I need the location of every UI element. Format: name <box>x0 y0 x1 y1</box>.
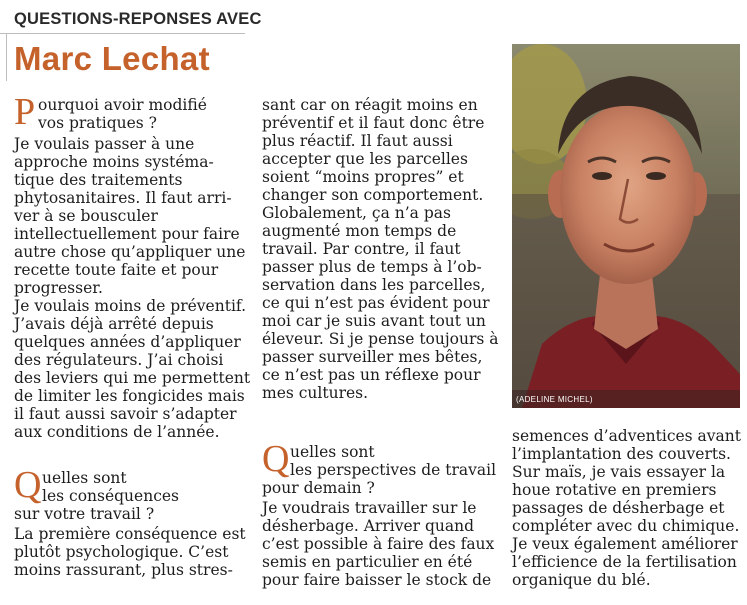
answer-line: Globalement, ça n’a pas <box>262 204 451 222</box>
answer-line: l’implantation des couverts. <box>512 445 731 463</box>
question-2-line: uelles sont <box>42 469 127 487</box>
dropcap-q1: P <box>14 91 36 133</box>
answer-line: compléter avec du chimique. <box>512 517 740 535</box>
answer-line: plus réactif. Il faut aussi <box>262 132 453 150</box>
answer-line: Je veux également améliorer <box>512 535 738 553</box>
answer-line: Je voulais moins de préventif. <box>14 297 247 315</box>
answer-line: préventif et il faut donc être <box>262 114 485 132</box>
answer-line: éleveur. Si je pense toujours à <box>262 330 499 348</box>
answer-line: recette toute faite et pour <box>14 261 219 279</box>
kicker: QUESTIONS-REPONSES AVEC <box>14 10 262 28</box>
answer-line: Je voulais passer à une <box>14 135 195 153</box>
answer-line: des leviers qui me permettent <box>14 369 251 387</box>
dropcap-q3: Q <box>262 438 290 480</box>
answer-line: semis en particulier en été <box>262 553 473 571</box>
photo-credit: (ADELINE MICHEL) <box>516 395 593 404</box>
answer-line: La première conséquence est <box>14 525 246 543</box>
headline-name: Marc Lechat <box>14 40 210 77</box>
dropcap-q2: Q <box>14 464 42 506</box>
answer-line: semences d’adventices avant <box>512 427 742 445</box>
answer-line: passages de désherbage et <box>512 499 725 517</box>
question-3-line: uelles sont <box>290 443 375 461</box>
answer-line: moins rassurant, plus stres- <box>14 561 233 579</box>
answer-line: ver à se bousculer <box>14 207 158 225</box>
answer-line: augmenté mon temps de <box>262 222 457 240</box>
answer-line: l’efficience de la fertilisation <box>512 553 737 571</box>
answer-line: soient “moins propres” et <box>262 168 464 186</box>
answer-line: Je voudrais travailler sur le <box>262 499 477 517</box>
answer-line: autre chose qu’appliquer une <box>14 243 246 261</box>
answer-line: accepter que les parcelles <box>262 150 468 168</box>
answer-line: c’est possible à faire des faux <box>262 535 495 553</box>
answer-line: des régulateurs. J’ai choisi <box>14 351 224 369</box>
kicker-vertical-rule <box>6 33 7 81</box>
question-3-line: les perspectives de travail <box>290 461 497 479</box>
kicker-rule <box>0 33 245 34</box>
question-2-line: sur votre travail ? <box>14 505 155 523</box>
question-1-line: vos pratiques ? <box>38 114 157 132</box>
answer-line: pour faire baisser le stock de <box>262 571 492 589</box>
question-1-line: ourquoi avoir modifié <box>38 96 207 114</box>
answer-line: Sur maïs, je vais essayer la <box>512 463 726 481</box>
answer-line: passer surveiller mes bêtes, <box>262 348 483 366</box>
answer-line: servation dans les parcelles, <box>262 276 486 294</box>
question-3-line: pour demain ? <box>262 479 375 497</box>
answer-line: approche moins systéma- <box>14 153 214 171</box>
answer-line: ce n’est pas un réflexe pour <box>262 366 481 384</box>
answer-line: plutôt psychologique. C’est <box>14 543 229 561</box>
answer-line: phytosanitaires. Il faut arri- <box>14 189 232 207</box>
answer-line: sant car on réagit moins en <box>262 96 478 114</box>
answer-line: passer plus de temps à l’ob- <box>262 258 482 276</box>
answer-line: mes cultures. <box>262 384 369 402</box>
answer-line: travail. Par contre, il faut <box>262 240 461 258</box>
answer-line: houe rotative en premiers <box>512 481 717 499</box>
answer-line: de limiter les fongicides mais <box>14 387 245 405</box>
answer-line: organique du blé. <box>512 571 651 589</box>
answer-line: désherbage. Arriver quand <box>262 517 475 535</box>
answer-line: ce qui n’est pas évident pour <box>262 294 490 312</box>
question-2-line: les conséquences <box>42 487 180 505</box>
answer-line: il faut aussi savoir s’adapter <box>14 405 237 423</box>
answer-line: changer son comportement. <box>262 186 484 204</box>
portrait-photo <box>512 44 740 408</box>
answer-line: tique des traitements <box>14 171 183 189</box>
answer-line: intellectuellement pour faire <box>14 225 240 243</box>
answer-line: quelques années d’appliquer <box>14 333 241 351</box>
answer-line: progresser. <box>14 279 103 297</box>
answer-line: J’avais déjà arrêté depuis <box>14 315 214 333</box>
answer-line: aux conditions de l’année. <box>14 423 220 441</box>
answer-line: moi car je suis avant tout un <box>262 312 486 330</box>
